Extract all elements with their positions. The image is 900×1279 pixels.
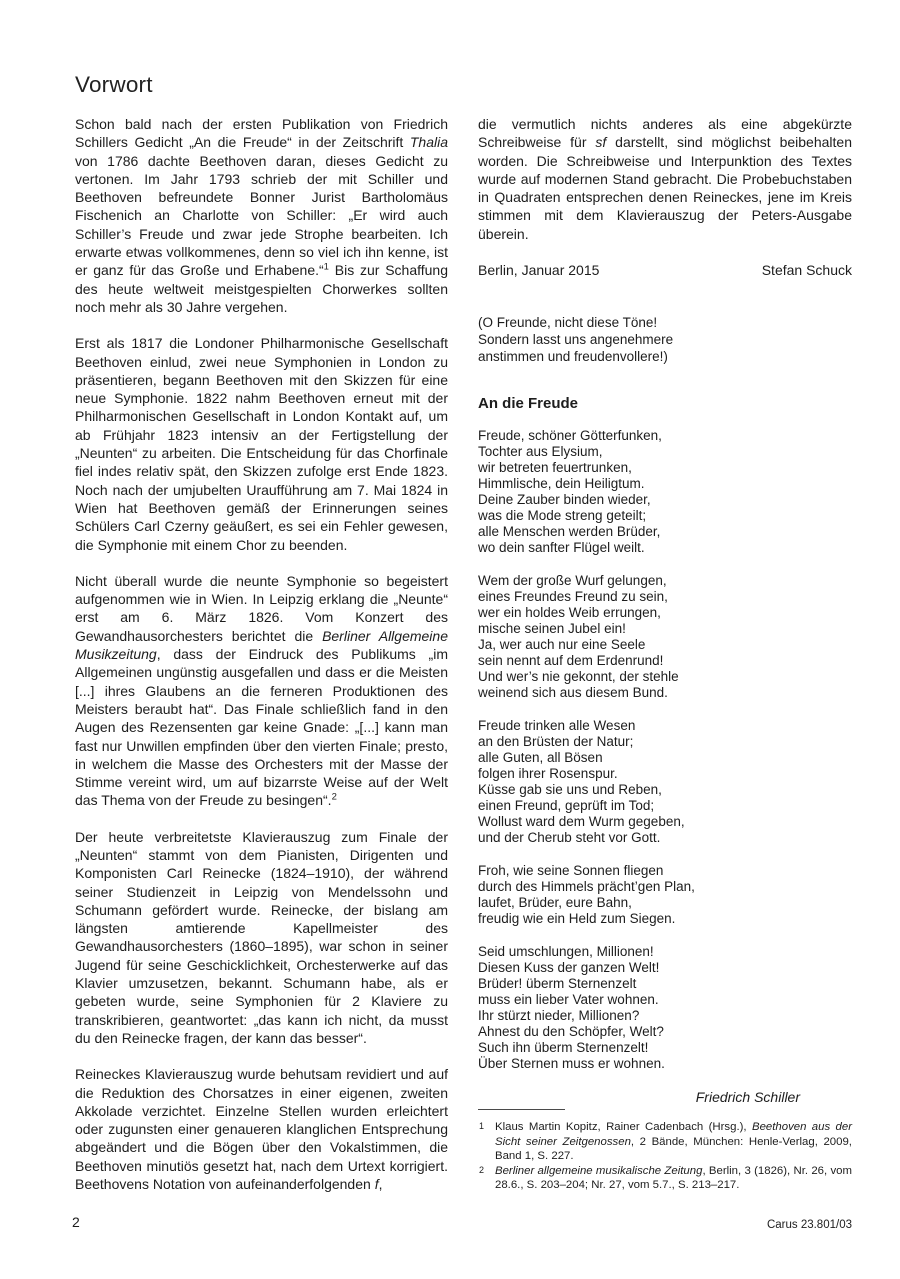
footnote-1-marker: 1 [479, 1121, 485, 1131]
footnotes-section [478, 1109, 852, 1193]
paragraph-4: Der heute verbreitetste Klavierauszug zum Finale der „Neunten“ stammt von dem Pianisten, Dirigenten und Komponisten Carl Reinecke (1824–1910), der während seiner Studienzeit in Leipzig von Mendelssohn und Schumann gefördert wurde. Reinecke, der bislang am längsten amtierende Kapellmeister des Gewandhausorchesters (1860–1895), war schon in seiner Jugend für seine Geschicklichkeit, Orchesterwerke auf das Klavier umzusetzen, bekannt. Schumann habe, als er gebeten wurde, seine Symphonien für 2 Klaviere zu transkribieren, geantwortet: „das kann ich nicht, da musst du den Reinecke fragen, der kann das besser“. [75, 828, 448, 1046]
footnote-1-text: Klaus Martin Kopitz, Rainer Cadenbach (Hrsg.), Beethoven aus der Sicht seiner Zeitgenossen, 2 Bände, München: Henle-Verlag, 2009, Band 1, S. 227. [495, 1121, 852, 1163]
dateline-author: Stefan Schuck [761, 262, 852, 279]
footnote-2-text: Berliner allgemeine musikalische Zeitung, Berlin, 3 (1826), Nr. 26, vom 28.6., S. 203–204; Nr. 27, vom 5.7., S. 213–217. [495, 1164, 853, 1192]
poem-stanza-3: Freude trinken alle Wesen an den Brüsten der Natur; alle Guten, all Bösen folgen ihrer Rosenspur. Küsse gab sie uns und Reben, einen Freund, geprüft im Tod; Wollust ward dem Wurm gegeben, und der Cherub steht vor Gott. [478, 718, 685, 846]
poem-stanza-5: Seid umschlungen, Millionen! Diesen Kuss der ganzen Welt! Brüder! überm Sternenzelt muss ein lieber Vater wohnen. Ihr stürzt nieder, Millionen? Ahnest du den Schöpfer, Welt? Such ihn überm Sternenzelt! Über Sternen muss er wohnen. [478, 944, 665, 1072]
paragraph-1: Schon bald nach der ersten Publikation von Friedrich Schillers Gedicht „An die Freude“ in der Zeitschrift Thalia von 1786 dachte Beethoven daran, dieses Gedicht zu vertonen. Im Jahr 1793 schrieb der mit Schiller und Beethoven befreundete Bonner Jurist Bartholomäus Fischenich an Charlotte von Schiller: „Er wird auch Schiller’s Freude und zwar jede Strophe bearbeiten. Ich erwarte etwas vollkommenes, denn so viel ich ihn kenne, ist er ganz für das Große und Erhabene.“$^1$ Bis zur Schaffung des heute weltweit meistgespielten Chorwerkes sollten noch mehr als 30 Jahre vergehen. [75, 116, 448, 315]
two-column-layout [75, 115, 852, 1193]
poem-epigraph: (O Freunde, nicht diese Töne! Sondern lasst uns angenehmere anstimmen und freudenvollere!) [478, 315, 674, 364]
footnote-1 [478, 1120, 852, 1164]
poem-stanza-1: Freude, schöner Götterfunken, Tochter aus Elysium, wir betreten feuertrunken, Himmlische, dein Heiligtum. Deine Zauber binden wieder, was die Mode streng geteilt; alle Menschen werden Brüder, wo dein sanfter Flügel weilt. [478, 428, 662, 556]
edition-number: Carus 23.801/03 [766, 1219, 852, 1231]
continuation-paragraph: die vermutlich nichts anderes als eine abgekürzte Schreibweise für sf darstellt, sind möglichst beibehalten worden. Die Schreibweise und Interpunktion des Textes wurde auf modernen Stand gebracht. Die Probebuchstaben in Quadraten entsprechen denen Reineckes, jene im Kreis stimmen mit dem Klavierauszug der Peters-Ausgabe überein. [478, 116, 852, 242]
poem-stanza-2: Wem der große Wurf gelungen, eines Freundes Freund zu sein, wer ein holdes Weib errungen, mische seinen Jubel ein! Ja, wer auch nur eine Seele sein nennt auf dem Erdenrund! Und wer’s nie gekonnt, der stehle weinend sich aus diesem Bund. [478, 573, 679, 701]
dateline-place-date: Berlin, Januar 2015 [478, 262, 600, 279]
footnote-separator-rule [478, 1109, 565, 1110]
paragraph-2: Erst als 1817 die Londoner Philharmonische Gesellschaft Beethoven einlud, zwei neue Symphonien in London zu präsentieren, begann Beethoven mit den Skizzen für eine neue Symphonie. 1822 nahm Beethoven erneut mit der Philharmonischen Gesellschaft in London Kontakt auf, um ab Frühjahr 1823 intensiv an der Fertigstellung der „Neunten“ zu arbeiten. Die Entscheidung für das Chorfinale fiel indes relativ spät, den Skizzen zufolge erst Ende 1823. Noch nach der umjubelten Uraufführung am 7. Mai 1824 in Wien hat Beethoven gemäß der Erinnerungen seines Schülers Carl Czerny geäußert, es sei ein Fehler gewesen, die Symphonie mit einem Chor zu beenden. [75, 335, 448, 553]
dateline [478, 261, 852, 279]
footnote-2-marker: 2 [479, 1164, 485, 1175]
poem-title: An die Freude [478, 395, 579, 413]
page-content [75, 72, 852, 1193]
paragraph-3: Nicht überall wurde die neunte Symphonie so begeistert aufgenommen wie in Wien. In Leipzig erklang die „Neunte“ erst am 6. März 1826. Vom Konzert des Gewandhausorchesters berichtet die Berliner Allgemeine Musikzeitung, dass der Eindruck des Publikums „im Allgemeinen ungünstig ausgefallen und dass er die Meisten [...] ihres Glaubens an die ferneren Produktionen des Meisters beraubt hat“. Das Finale schließlich fand in den Augen des Rezensenten gar keine Gnade: „[...] kann man fast nur Unwillen empfinden über den vierten Finale; presto, in welchem die Masse des Orchesters mit der Masse der Stimme vereint wird, um auf bizarrste Weise auf der Welt das Thema von der Freude zu besingen“.$^2$ [75, 572, 448, 809]
left-column [75, 115, 448, 1193]
poem-attribution: Friedrich Schiller [695, 1089, 800, 1106]
paragraph-5: Reineckes Klavierauszug wurde behutsam revidiert und auf die Reduktion des Chorsatzes in einer eigenen, zweiten Akkolade verzichtet. Einzelne Stellen wurden erleichtert oder zugunsten einer genaueren klanglichen Entsprechung abgeändert und die Bögen über den Vokalstimmen, die Beethoven minutiös gesetzt hat, nach dem Urtext korrigiert. Beethovens Notation von aufeinanderfolgenden f, [75, 1066, 448, 1193]
page-title: Vorwort [75, 72, 153, 97]
page-number: 2 [72, 1214, 80, 1230]
right-column [478, 115, 852, 1193]
poem-stanza-4: Froh, wie seine Sonnen fliegen durch des Himmels prächt’gen Plan, laufet, Brüder, eure Bahn, freudig wie ein Held zum Siegen. [478, 863, 695, 927]
footnote-2 [478, 1164, 852, 1193]
